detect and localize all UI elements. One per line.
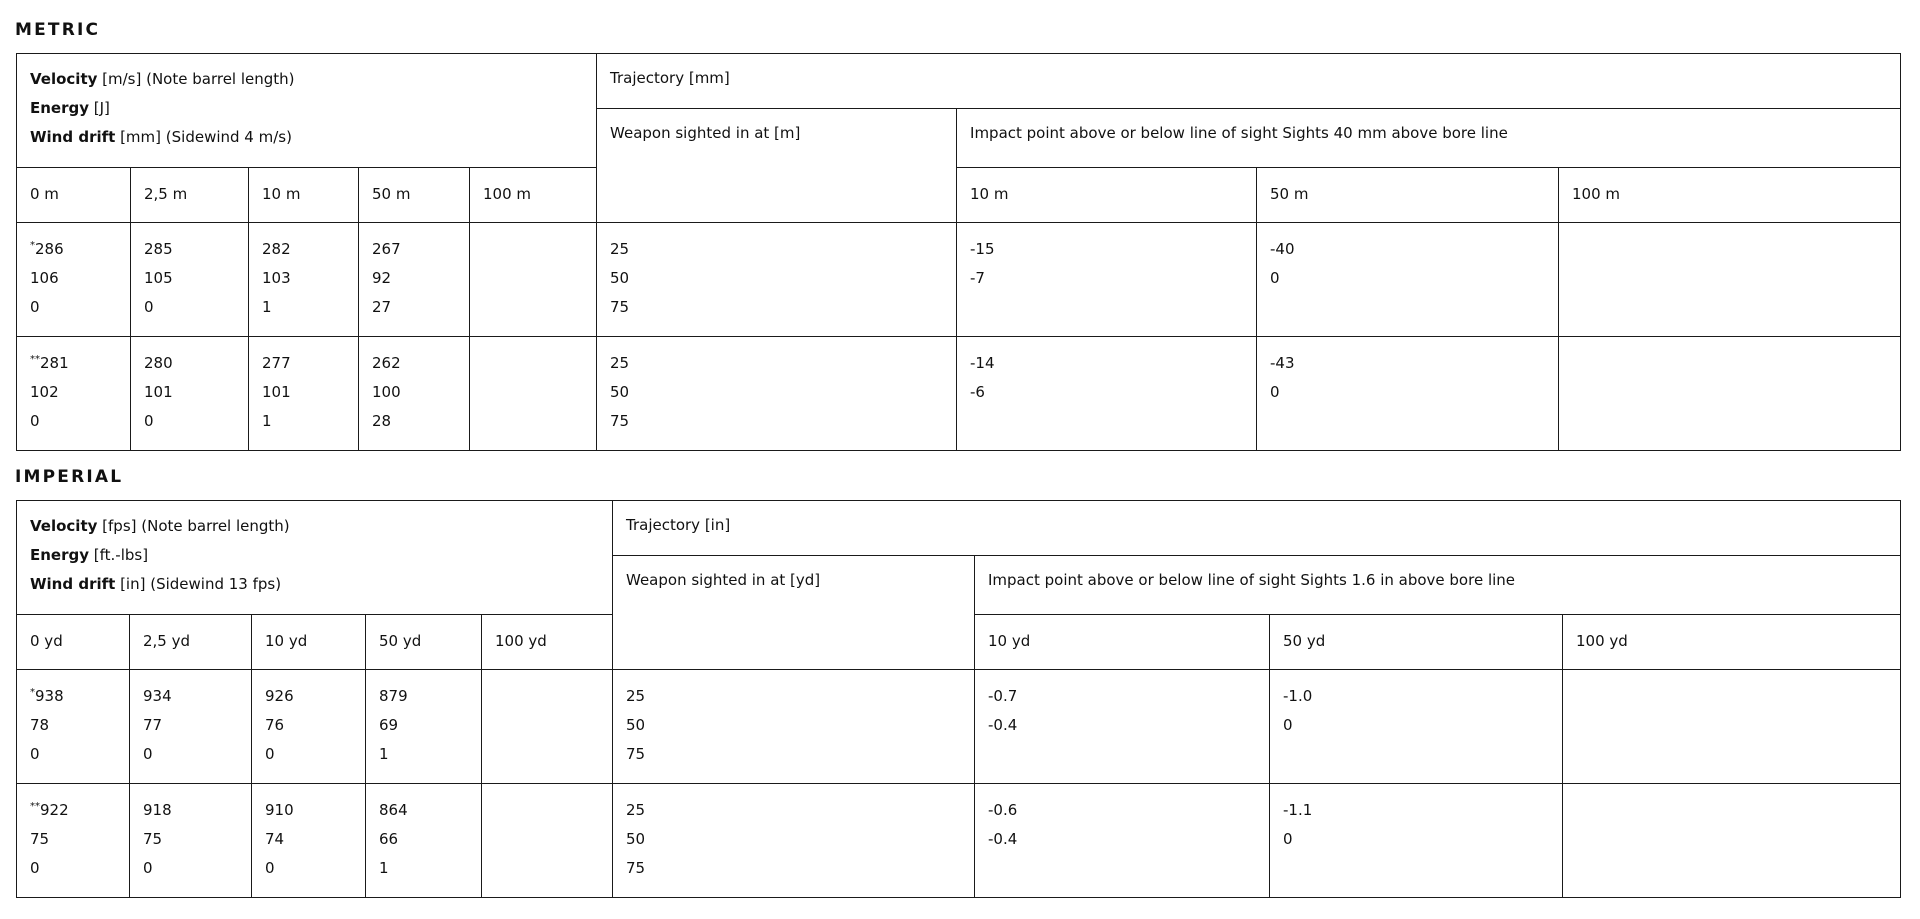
impact-column-header: 100 m — [1559, 168, 1901, 223]
distance-cell — [249, 337, 359, 451]
distance-column-header: 0 yd — [17, 615, 130, 670]
value-line — [265, 711, 365, 740]
cell-value: 0 — [144, 412, 154, 430]
impact-value: -14 — [970, 354, 995, 372]
value-line — [265, 825, 365, 854]
cell-value: 285 — [144, 240, 173, 258]
sighted-value: 25 — [610, 240, 630, 258]
impact-cell — [975, 784, 1270, 898]
value-line — [30, 407, 130, 436]
distance-cell — [17, 223, 131, 337]
distance-cell — [17, 670, 130, 784]
sighted-value: 50 — [626, 830, 646, 848]
value-line — [143, 682, 251, 711]
impact-value: -0.4 — [988, 716, 1018, 734]
sighted-value: 75 — [626, 859, 646, 877]
cell-value: 910 — [265, 801, 294, 819]
sighted-value: 25 — [626, 687, 646, 705]
cell-value: 92 — [372, 269, 392, 287]
distance-column-header: 10 m — [249, 168, 359, 223]
cell-value: 0 — [30, 412, 40, 430]
value-line — [262, 378, 358, 407]
distance-cell — [131, 337, 249, 451]
cell-value: 0 — [265, 745, 275, 763]
value-line — [372, 264, 469, 293]
distance-cell — [366, 784, 482, 898]
cell-value: 103 — [262, 269, 291, 287]
value-line — [30, 854, 129, 883]
footnote-marker: ** — [30, 801, 40, 812]
sighted-in-header: Weapon sighted in at [yd] — [613, 556, 975, 670]
impact-value: 0 — [1283, 716, 1293, 734]
wind-drift-unit: [mm] (Sidewind 4 m/s) — [115, 128, 292, 146]
value-line — [30, 378, 130, 407]
column-header-row — [17, 168, 1901, 223]
sighted-value: 50 — [610, 383, 630, 401]
impact-cell — [1270, 670, 1563, 784]
distance-cell — [131, 223, 249, 337]
impact-column-header: 10 m — [957, 168, 1257, 223]
value-line — [262, 264, 358, 293]
imperial-section-title: IMPERIAL — [15, 467, 124, 487]
energy-legend-line — [30, 541, 612, 570]
value-line — [265, 796, 365, 825]
distance-cell — [470, 337, 597, 451]
table-row — [17, 337, 1901, 451]
cell-value: 101 — [144, 383, 173, 401]
value-line — [372, 407, 469, 436]
cell-value: 1 — [379, 859, 389, 877]
footnote-marker: * — [30, 240, 35, 251]
distance-cell — [252, 784, 366, 898]
energy-legend-line — [30, 94, 596, 123]
value-line — [143, 711, 251, 740]
impact-cell — [1563, 670, 1901, 784]
value-line — [372, 378, 469, 407]
legend-cell — [17, 54, 597, 168]
sighted-in-header: Weapon sighted in at [m] — [597, 109, 957, 223]
impact-value: -0.4 — [988, 830, 1018, 848]
value-line — [143, 854, 251, 883]
cell-value: 100 — [372, 383, 401, 401]
wind-drift-label: Wind drift — [30, 128, 116, 146]
impact-cell — [975, 670, 1270, 784]
impact-cell — [1559, 337, 1901, 451]
imperial-ballistic-table — [16, 500, 1901, 898]
cell-value: 27 — [372, 298, 392, 316]
distance-cell — [252, 670, 366, 784]
distance-column-header: 2,5 m — [131, 168, 249, 223]
distance-column-header: 50 yd — [366, 615, 482, 670]
cell-value: 66 — [379, 830, 399, 848]
value-line — [265, 682, 365, 711]
cell-value: 262 — [372, 354, 401, 372]
cell-value: 102 — [30, 383, 59, 401]
cell-value: 69 — [379, 716, 399, 734]
cell-value: 281 — [40, 354, 69, 372]
cell-value: 280 — [144, 354, 173, 372]
impact-column-header: 10 yd — [975, 615, 1270, 670]
impact-value: -43 — [1270, 354, 1295, 372]
wind-drift-legend-line — [30, 123, 596, 152]
sighted-value: 75 — [626, 745, 646, 763]
cell-value: 78 — [30, 716, 50, 734]
value-line — [379, 682, 481, 711]
value-line — [372, 235, 469, 264]
impact-value: -7 — [970, 269, 985, 287]
cell-value: 74 — [265, 830, 285, 848]
cell-value: 75 — [143, 830, 163, 848]
velocity-unit: [fps] (Note barrel length) — [97, 517, 290, 535]
wind-drift-legend-line — [30, 570, 612, 599]
value-line — [262, 349, 358, 378]
cell-value: 106 — [30, 269, 59, 287]
distance-column-header: 2,5 yd — [130, 615, 252, 670]
table-row — [17, 784, 1901, 898]
impact-point-header: Impact point above or below line of sight Sights 40 mm above bore line — [957, 109, 1901, 168]
value-line — [379, 825, 481, 854]
value-line — [262, 407, 358, 436]
table-row — [17, 223, 1901, 337]
impact-value: -40 — [1270, 240, 1295, 258]
impact-value: -1.0 — [1283, 687, 1313, 705]
impact-value: -6 — [970, 383, 985, 401]
impact-value: 0 — [1270, 383, 1280, 401]
legend-cell — [17, 501, 613, 615]
distance-cell — [482, 784, 613, 898]
metric-section-title: METRIC — [15, 20, 101, 40]
value-line — [372, 349, 469, 378]
impact-value: 0 — [1270, 269, 1280, 287]
cell-value: 0 — [30, 859, 40, 877]
cell-value: 938 — [35, 687, 64, 705]
cell-value: 286 — [35, 240, 64, 258]
sighted-value: 25 — [626, 801, 646, 819]
value-line — [30, 293, 130, 322]
energy-label: Energy — [30, 99, 90, 117]
impact-value: -0.7 — [988, 687, 1018, 705]
value-line — [262, 235, 358, 264]
cell-value: 922 — [40, 801, 69, 819]
cell-value: 28 — [372, 412, 392, 430]
cell-value: 0 — [144, 298, 154, 316]
impact-cell — [1559, 223, 1901, 337]
cell-value: 105 — [144, 269, 173, 287]
impact-value: -0.6 — [988, 801, 1018, 819]
cell-value: 0 — [143, 859, 153, 877]
wind-drift-label: Wind drift — [30, 575, 116, 593]
sighted-value: 75 — [610, 298, 630, 316]
wind-drift-unit: [in] (Sidewind 13 fps) — [115, 575, 282, 593]
value-line — [144, 264, 248, 293]
value-line — [30, 682, 129, 711]
distance-cell — [359, 337, 470, 451]
cell-value: 879 — [379, 687, 408, 705]
distance-cell — [366, 670, 482, 784]
impact-column-header: 50 yd — [1270, 615, 1563, 670]
distance-column-header: 10 yd — [252, 615, 366, 670]
value-line — [265, 740, 365, 769]
cell-value: 77 — [143, 716, 163, 734]
cell-value: 864 — [379, 801, 408, 819]
energy-label: Energy — [30, 546, 90, 564]
cell-value: 1 — [262, 412, 272, 430]
distance-column-header: 100 yd — [482, 615, 613, 670]
cell-value: 0 — [30, 745, 40, 763]
value-line — [30, 740, 129, 769]
table-row — [17, 670, 1901, 784]
value-line — [379, 711, 481, 740]
distance-cell — [359, 223, 470, 337]
velocity-unit: [m/s] (Note barrel length) — [97, 70, 295, 88]
cell-value: 0 — [30, 298, 40, 316]
value-line — [30, 825, 129, 854]
sighted-value: 25 — [610, 354, 630, 372]
cell-value: 267 — [372, 240, 401, 258]
impact-value: 0 — [1283, 830, 1293, 848]
value-line — [144, 349, 248, 378]
metric-ballistic-table — [16, 53, 1901, 451]
value-line — [372, 293, 469, 322]
value-line — [143, 825, 251, 854]
distance-column-header: 0 m — [17, 168, 131, 223]
cell-value: 1 — [379, 745, 389, 763]
sighted-value: 50 — [610, 269, 630, 287]
value-line — [144, 293, 248, 322]
cell-value: 75 — [30, 830, 50, 848]
cell-value: 1 — [262, 298, 272, 316]
impact-column-header: 50 m — [1257, 168, 1559, 223]
value-line — [30, 235, 130, 264]
distance-cell — [130, 670, 252, 784]
impact-cell — [1563, 784, 1901, 898]
cell-value: 934 — [143, 687, 172, 705]
value-line — [265, 854, 365, 883]
energy-unit: [J] — [89, 99, 110, 117]
distance-cell — [470, 223, 597, 337]
value-line — [30, 264, 130, 293]
value-line — [144, 378, 248, 407]
velocity-legend-line — [30, 65, 596, 94]
distance-column-header: 100 m — [470, 168, 597, 223]
cell-value: 282 — [262, 240, 291, 258]
trajectory-header: Trajectory [in] — [613, 501, 1901, 556]
sighted-in-cell — [597, 337, 957, 451]
header-row — [17, 54, 1901, 109]
cell-value: 277 — [262, 354, 291, 372]
value-line — [379, 854, 481, 883]
value-line — [30, 711, 129, 740]
impact-cell — [1257, 337, 1559, 451]
cell-value: 926 — [265, 687, 294, 705]
footnote-marker: * — [30, 687, 35, 698]
impact-value: -15 — [970, 240, 995, 258]
impact-cell — [957, 223, 1257, 337]
value-line — [143, 796, 251, 825]
value-line — [379, 740, 481, 769]
impact-value: -1.1 — [1283, 801, 1313, 819]
sighted-in-cell — [597, 223, 957, 337]
value-line — [30, 796, 129, 825]
sighted-value: 50 — [626, 716, 646, 734]
sighted-in-cell — [613, 784, 975, 898]
cell-value: 0 — [143, 745, 153, 763]
value-line — [144, 235, 248, 264]
cell-value: 101 — [262, 383, 291, 401]
velocity-label: Velocity — [30, 70, 98, 88]
cell-value: 76 — [265, 716, 285, 734]
value-line — [379, 796, 481, 825]
sighted-in-cell — [613, 670, 975, 784]
impact-cell — [957, 337, 1257, 451]
value-line — [143, 740, 251, 769]
distance-cell — [17, 784, 130, 898]
trajectory-header: Trajectory [mm] — [597, 54, 1901, 109]
impact-cell — [1270, 784, 1563, 898]
value-line — [144, 407, 248, 436]
distance-cell — [482, 670, 613, 784]
impact-point-header: Impact point above or below line of sight Sights 1.6 in above bore line — [975, 556, 1901, 615]
sighted-value: 75 — [610, 412, 630, 430]
impact-column-header: 100 yd — [1563, 615, 1901, 670]
impact-cell — [1257, 223, 1559, 337]
distance-cell — [249, 223, 359, 337]
header-row — [17, 501, 1901, 556]
value-line — [30, 349, 130, 378]
cell-value: 918 — [143, 801, 172, 819]
distance-cell — [17, 337, 131, 451]
velocity-label: Velocity — [30, 517, 98, 535]
cell-value: 0 — [265, 859, 275, 877]
distance-cell — [130, 784, 252, 898]
distance-column-header: 50 m — [359, 168, 470, 223]
velocity-legend-line — [30, 512, 612, 541]
value-line — [262, 293, 358, 322]
footnote-marker: ** — [30, 354, 40, 365]
energy-unit: [ft.-lbs] — [89, 546, 149, 564]
